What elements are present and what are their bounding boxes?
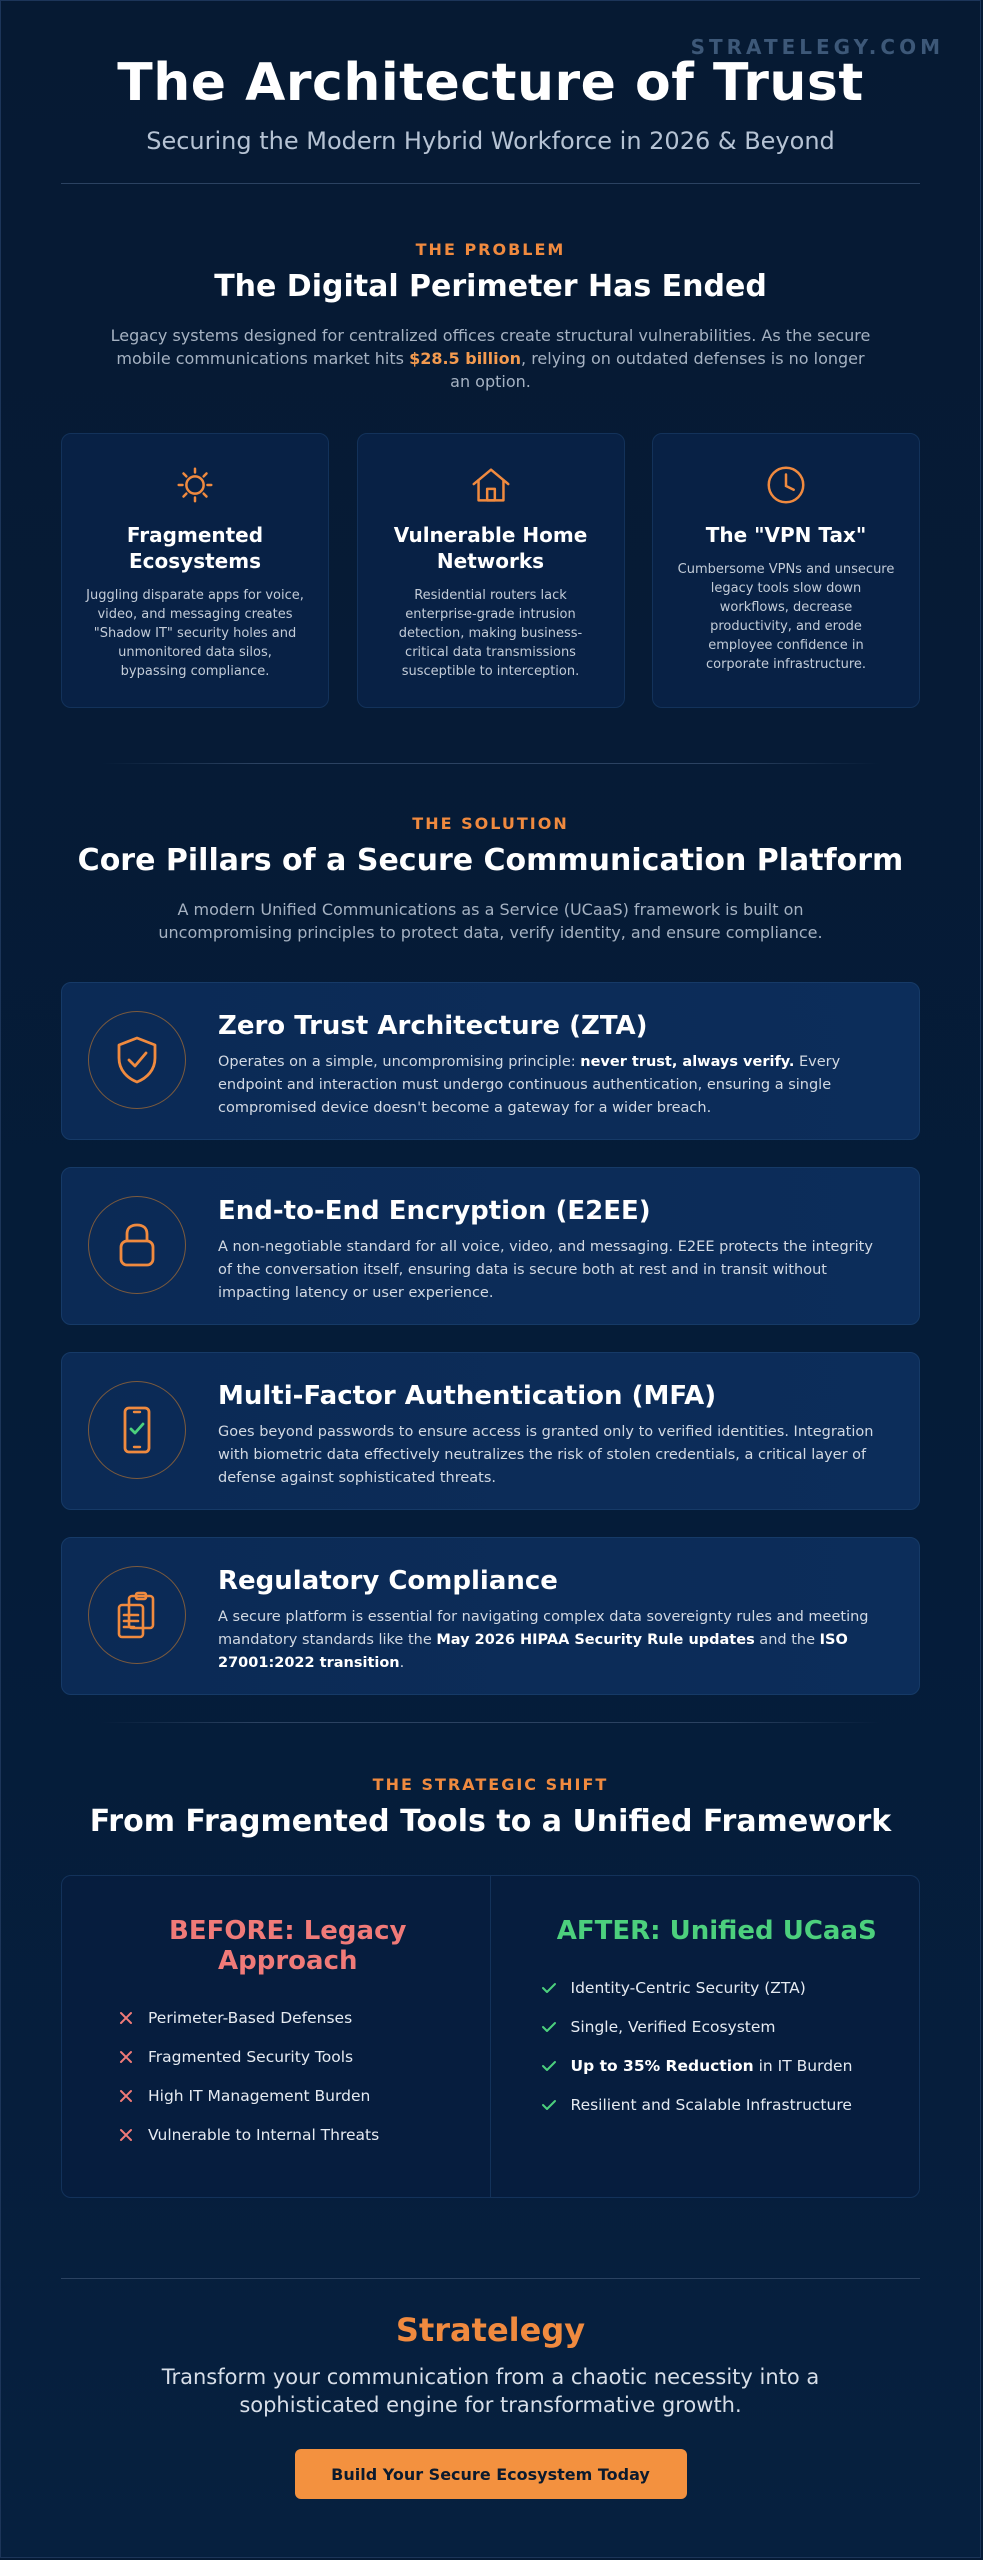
cross-icon: [116, 2125, 136, 2145]
item-label: [571, 2018, 776, 2036]
divider: [61, 2278, 920, 2279]
pillar-title: Zero Trust Architecture (ZTA): [218, 1011, 648, 1041]
after-title: AFTER: Unified UCaaS: [556, 1916, 877, 1946]
pillar-card: [61, 1537, 920, 1695]
section-title: From Fragmented Tools to a Unified Framework: [89, 1804, 892, 1839]
section-lead: A modern Unified Communications as a Service (UCaaS) framework is built on uncompromising principles to protect data, verify identity, and ensure compliance.: [158, 900, 823, 942]
item-label: High IT Management Burden: [148, 2086, 371, 2105]
item-text: in IT Burden: [753, 2056, 853, 2075]
after-column: [491, 1876, 920, 2197]
card-title: Vulnerable Home Networks: [393, 523, 588, 573]
pillar-card: [61, 982, 920, 1140]
list-item: [116, 2115, 460, 2154]
pillar-text: [218, 1606, 879, 1675]
page-subtitle: Securing the Modern Hybrid Workforce in 2026 & Beyond: [146, 127, 835, 155]
problem-cards: [61, 433, 920, 708]
problem-section: [1, 184, 980, 708]
after-list: [539, 1968, 896, 2124]
item-label: Perimeter-Based Defenses: [148, 2008, 353, 2027]
section-eyebrow: THE PROBLEM: [415, 240, 566, 259]
card-text: Juggling disparate apps for voice, video, and messaging creates "Shadow IT" security holes and unmonitored data silos, bypassing compliance.: [86, 588, 304, 679]
pillar-title: Regulatory Compliance: [218, 1566, 558, 1596]
pillar-text: [218, 1051, 879, 1120]
footer: [1, 2198, 980, 2499]
comparison-panel: [61, 1875, 920, 2198]
list-item: [539, 2007, 896, 2046]
pillar-text-part: Every endpoint and interaction must undergo continuous authentication, ensuring a single compromised device doesn't become a gateway for a wider breach.: [218, 1054, 841, 1116]
item-text: Resilient and Scalable Infrastructure: [570, 2095, 852, 2114]
shield-check-icon: [88, 1011, 186, 1109]
item-label: Fragmented Security Tools: [148, 2047, 354, 2066]
pillar-list: [61, 982, 920, 1695]
item-label: Vulnerable to Internal Threats: [148, 2125, 380, 2144]
pillar-emphasis: May 2026 HIPAA Security Rule updates: [436, 1632, 755, 1648]
list-item: [116, 1998, 460, 2037]
section-eyebrow: THE SOLUTION: [412, 814, 569, 833]
home-icon: [468, 462, 514, 508]
solution-section: [1, 764, 980, 1695]
pillar-emphasis: ISO 27001:2022 transition: [218, 1632, 848, 1671]
pillar-text: A non-negotiable standard for all voice, video, and messaging. E2EE protects the integrity of the conversation itself, ensuring data is secure both at rest and in transit without impacting latency or user experience.: [218, 1239, 873, 1301]
pillar-card: [61, 1167, 920, 1325]
card-text: Residential routers lack enterprise-grade intrusion detection, making business-critical data transmissions susceptible to interception.: [398, 588, 583, 679]
check-icon: [539, 2017, 559, 2037]
list-item: [539, 2046, 896, 2085]
pillar-text-part: .: [399, 1655, 405, 1671]
clipboard-icon: [88, 1566, 186, 1664]
problem-card: [61, 433, 329, 708]
section-title: The Digital Perimeter Has Ended: [214, 269, 767, 304]
item-label: [571, 1979, 806, 1997]
pillar-text-part: and the: [754, 1632, 820, 1648]
brand-name: Stratelegy: [395, 2311, 586, 2349]
check-icon: [539, 2056, 559, 2076]
page-title: The Architecture of Trust: [117, 53, 864, 113]
list-item: [539, 1968, 896, 2007]
bug-icon: [172, 462, 218, 508]
pillar-title: Multi-Factor Authentication (MFA): [218, 1381, 717, 1411]
section-title: Core Pillars of a Secure Communication Platform: [77, 843, 904, 878]
card-title: The "VPN Tax": [705, 523, 867, 547]
item-label: [571, 2096, 852, 2114]
brand-url[interactable]: STRATELEGY.COM: [690, 35, 944, 59]
lead-text: Legacy systems designed for centralized offices create structural vulnerabilities. As the secure mobile communications market hits: [110, 326, 871, 368]
section-eyebrow: THE STRATEGIC SHIFT: [372, 1775, 609, 1794]
item-label: [571, 2057, 853, 2075]
check-icon: [539, 1978, 559, 1998]
tagline: Transform your communication from a chaotic necessity into a sophisticated engine for transformative growth.: [161, 2365, 820, 2417]
list-item: [539, 2085, 896, 2124]
pillar-text-part: Operates on a simple, uncompromising principle:: [218, 1054, 581, 1070]
card-text: Cumbersome VPNs and unsecure legacy tools slow down workflows, decrease productivity, and erode employee confidence in corporate infrastructure.: [677, 562, 895, 672]
list-item: [116, 2076, 460, 2115]
cross-icon: [116, 2008, 136, 2028]
item-emphasis: Up to 35% Reduction: [570, 2056, 754, 2075]
pillar-text: Goes beyond passwords to ensure access is granted only to verified identities. Integration with biometric data effectively neutralizes the risk of stolen credentials, a critical layer of defense against sophisticated threats.: [218, 1424, 874, 1486]
hero: [1, 1, 980, 155]
lead-text: , relying on outdated defenses is no longer an option.: [450, 349, 865, 391]
cross-icon: [116, 2047, 136, 2067]
padlock-icon: [88, 1196, 186, 1294]
market-value: $28.5 billion: [409, 349, 522, 368]
card-title: Fragmented Ecosystems: [126, 523, 264, 573]
item-text: Single, Verified Ecosystem: [570, 2017, 776, 2036]
before-title: BEFORE: Legacy Approach: [169, 1916, 407, 1976]
problem-card: [357, 433, 625, 708]
pillar-emphasis: never trust, always verify.: [580, 1054, 795, 1070]
shift-section: [1, 1723, 980, 2198]
problem-card: [652, 433, 920, 708]
list-item: [116, 2037, 460, 2076]
pillar-card: [61, 1352, 920, 1510]
cross-icon: [116, 2086, 136, 2106]
pillar-text-part: A secure platform is essential for navigating complex data sovereignty rules and meeting mandatory standards like the: [218, 1609, 869, 1648]
pillar-title: End-to-End Encryption (E2EE): [218, 1196, 651, 1226]
before-list: [116, 1998, 460, 2154]
check-icon: [539, 2095, 559, 2115]
before-column: [62, 1876, 491, 2197]
phone-check-icon: [88, 1381, 186, 1479]
clock-icon: [763, 462, 809, 508]
cta-button[interactable]: Build Your Secure Ecosystem Today: [295, 2449, 687, 2499]
section-lead: [111, 324, 871, 393]
item-text: Identity-Centric Security (ZTA): [570, 1978, 806, 1997]
